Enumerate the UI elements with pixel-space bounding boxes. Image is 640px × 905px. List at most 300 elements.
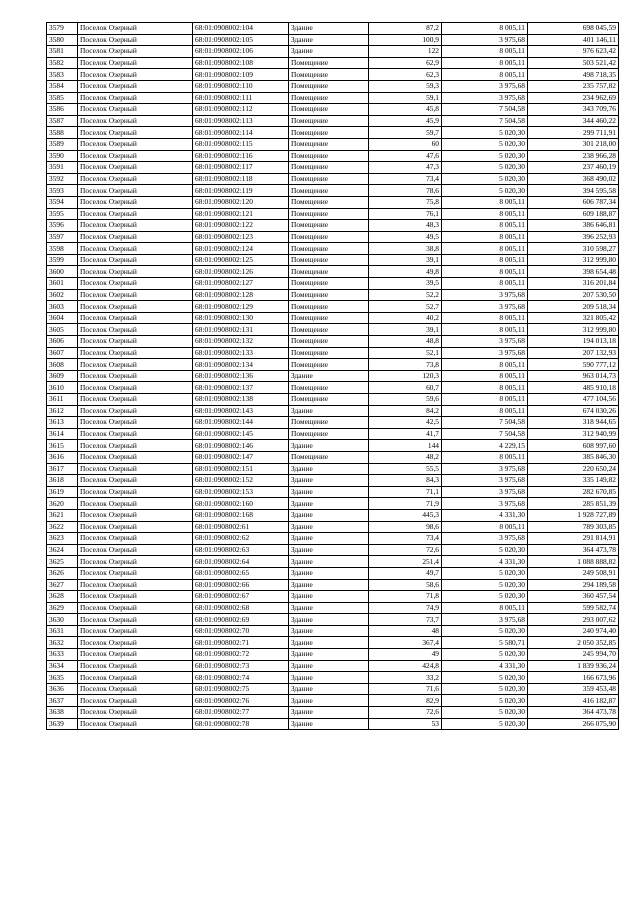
locality-cell: Поселок Озерный: [78, 556, 193, 568]
table-row: [47, 231, 619, 243]
cadastral-number-cell: 68:01:0908002:120: [193, 196, 289, 208]
specific-value-cell: 8 005,11: [442, 370, 528, 382]
table-row: [47, 34, 619, 46]
row-number: 3604: [47, 312, 78, 324]
object-type-cell: Здание: [289, 475, 369, 487]
row-number: 3609: [47, 370, 78, 382]
row-number: 3586: [47, 104, 78, 116]
cadastral-value-cell: 294 189,58: [528, 579, 619, 591]
specific-value-cell: 5 020,30: [442, 695, 528, 707]
cadastral-value-cell: 316 201,84: [528, 278, 619, 290]
locality-cell: Поселок Озерный: [78, 231, 193, 243]
object-type-cell: Помещение: [289, 92, 369, 104]
specific-value-cell: 8 005,11: [442, 23, 528, 35]
table-row: [47, 46, 619, 58]
object-type-cell: Помещение: [289, 173, 369, 185]
cadastral-number-cell: 68:01:0908002:115: [193, 138, 289, 150]
locality-cell: Поселок Озерный: [78, 104, 193, 116]
cadastral-value-cell: 503 521,42: [528, 57, 619, 69]
cadastral-value-cell: 291 814,91: [528, 533, 619, 545]
cadastral-number-cell: 68:01:0908002:138: [193, 394, 289, 406]
cadastral-number-cell: 68:01:0908002:78: [193, 718, 289, 730]
cadastral-number-cell: 68:01:0908002:119: [193, 185, 289, 197]
object-type-cell: Помещение: [289, 289, 369, 301]
object-type-cell: Помещение: [289, 220, 369, 232]
area-cell: 39,1: [369, 324, 442, 336]
table-row: [47, 220, 619, 232]
row-number: 3589: [47, 138, 78, 150]
row-number: 3633: [47, 649, 78, 661]
cadastral-value-cell: 386 646,81: [528, 220, 619, 232]
area-cell: 42,5: [369, 417, 442, 429]
table-row: [47, 544, 619, 556]
object-type-cell: Помещение: [289, 57, 369, 69]
row-number: 3639: [47, 718, 78, 730]
locality-cell: Поселок Озерный: [78, 46, 193, 58]
cadastral-value-cell: 359 453,48: [528, 683, 619, 695]
table-row: [47, 591, 619, 603]
object-type-cell: Здание: [289, 556, 369, 568]
area-cell: 53: [369, 718, 442, 730]
specific-value-cell: 8 005,11: [442, 394, 528, 406]
area-cell: 144: [369, 440, 442, 452]
table-row: [47, 707, 619, 719]
row-number: 3634: [47, 660, 78, 672]
cadastral-value-cell: 238 966,28: [528, 150, 619, 162]
specific-value-cell: 4 229,15: [442, 440, 528, 452]
cadastral-value-cell: 398 654,48: [528, 266, 619, 278]
cadastral-number-cell: 68:01:0908002:129: [193, 301, 289, 313]
row-number: 3635: [47, 672, 78, 684]
cadastral-number-cell: 68:01:0908002:144: [193, 417, 289, 429]
table-row: [47, 266, 619, 278]
locality-cell: Поселок Озерный: [78, 208, 193, 220]
object-type-cell: Здание: [289, 370, 369, 382]
row-number: 3618: [47, 475, 78, 487]
object-type-cell: Здание: [289, 486, 369, 498]
cadastral-value-cell: 698 045,59: [528, 23, 619, 35]
object-type-cell: Помещение: [289, 417, 369, 429]
cadastral-number-cell: 68:01:0908002:160: [193, 498, 289, 510]
area-cell: 39,5: [369, 278, 442, 290]
row-number: 3600: [47, 266, 78, 278]
table-row: [47, 370, 619, 382]
object-type-cell: Помещение: [289, 336, 369, 348]
row-number: 3610: [47, 382, 78, 394]
area-cell: 72,6: [369, 544, 442, 556]
table-row: [47, 57, 619, 69]
specific-value-cell: 3 975,68: [442, 533, 528, 545]
row-number: 3638: [47, 707, 78, 719]
area-cell: 47,6: [369, 150, 442, 162]
locality-cell: Поселок Озерный: [78, 394, 193, 406]
locality-cell: Поселок Озерный: [78, 185, 193, 197]
cadastral-number-cell: 68:01:0908002:134: [193, 359, 289, 371]
row-number: 3602: [47, 289, 78, 301]
cadastral-number-cell: 68:01:0908002:110: [193, 80, 289, 92]
row-number: 3585: [47, 92, 78, 104]
cadastral-number-cell: 68:01:0908002:116: [193, 150, 289, 162]
area-cell: 82,9: [369, 695, 442, 707]
cadastral-value-cell: 235 757,82: [528, 80, 619, 92]
cadastral-value-cell: 606 787,34: [528, 196, 619, 208]
cadastral-number-cell: 68:01:0908002:64: [193, 556, 289, 568]
cadastral-value-cell: 312 940,99: [528, 428, 619, 440]
specific-value-cell: 8 005,11: [442, 243, 528, 255]
cadastral-number-cell: 68:01:0908002:61: [193, 521, 289, 533]
row-number: 3597: [47, 231, 78, 243]
area-cell: 38,8: [369, 243, 442, 255]
row-number: 3601: [47, 278, 78, 290]
cadastral-number-cell: 68:01:0908002:132: [193, 336, 289, 348]
specific-value-cell: 3 975,68: [442, 463, 528, 475]
specific-value-cell: 8 005,11: [442, 266, 528, 278]
area-cell: 75,8: [369, 196, 442, 208]
locality-cell: Поселок Озерный: [78, 254, 193, 266]
specific-value-cell: 8 005,11: [442, 278, 528, 290]
row-number: 3608: [47, 359, 78, 371]
table-row: [47, 324, 619, 336]
specific-value-cell: 5 020,30: [442, 672, 528, 684]
object-type-cell: Здание: [289, 637, 369, 649]
table-row: [47, 475, 619, 487]
table-row: [47, 521, 619, 533]
specific-value-cell: 4 331,30: [442, 660, 528, 672]
locality-cell: Поселок Озерный: [78, 162, 193, 174]
object-type-cell: Помещение: [289, 138, 369, 150]
table-row: [47, 405, 619, 417]
table-row: [47, 359, 619, 371]
cadastral-value-cell: 312 999,80: [528, 324, 619, 336]
cadastral-number-cell: 68:01:0908002:152: [193, 475, 289, 487]
cadastral-value-cell: 293 007,62: [528, 614, 619, 626]
locality-cell: Поселок Озерный: [78, 266, 193, 278]
cadastral-number-cell: 68:01:0908002:124: [193, 243, 289, 255]
specific-value-cell: 8 005,11: [442, 231, 528, 243]
cadastral-value-cell: 310 598,27: [528, 243, 619, 255]
cadastral-value-cell: 240 974,40: [528, 625, 619, 637]
table-row: [47, 104, 619, 116]
object-type-cell: Помещение: [289, 394, 369, 406]
object-type-cell: Здание: [289, 695, 369, 707]
cadastral-number-cell: 68:01:0908002:147: [193, 451, 289, 463]
area-cell: 445,3: [369, 509, 442, 521]
cadastral-number-cell: 68:01:0908002:77: [193, 707, 289, 719]
area-cell: 48,2: [369, 451, 442, 463]
area-cell: 41,7: [369, 428, 442, 440]
object-type-cell: Здание: [289, 34, 369, 46]
locality-cell: Поселок Озерный: [78, 92, 193, 104]
object-type-cell: Помещение: [289, 208, 369, 220]
cadastral-value-cell: 976 623,42: [528, 46, 619, 58]
specific-value-cell: 5 020,30: [442, 567, 528, 579]
object-type-cell: Помещение: [289, 231, 369, 243]
cadastral-number-cell: 68:01:0908002:65: [193, 567, 289, 579]
row-number: 3629: [47, 602, 78, 614]
row-number: 3583: [47, 69, 78, 81]
row-number: 3632: [47, 637, 78, 649]
table-row: [47, 533, 619, 545]
locality-cell: Поселок Озерный: [78, 405, 193, 417]
area-cell: 424,8: [369, 660, 442, 672]
row-number: 3593: [47, 185, 78, 197]
cadastral-number-cell: 68:01:0908002:67: [193, 591, 289, 603]
row-number: 3615: [47, 440, 78, 452]
locality-cell: Поселок Озерный: [78, 625, 193, 637]
locality-cell: Поселок Озерный: [78, 695, 193, 707]
row-number: 3605: [47, 324, 78, 336]
cadastral-value-cell: 166 673,96: [528, 672, 619, 684]
area-cell: 48,3: [369, 220, 442, 232]
specific-value-cell: 8 005,11: [442, 46, 528, 58]
specific-value-cell: 7 504,58: [442, 428, 528, 440]
specific-value-cell: 8 005,11: [442, 312, 528, 324]
area-cell: 98,6: [369, 521, 442, 533]
locality-cell: Поселок Озерный: [78, 718, 193, 730]
specific-value-cell: 3 975,68: [442, 486, 528, 498]
document-page: [46, 22, 619, 730]
object-type-cell: Помещение: [289, 382, 369, 394]
table-row: [47, 486, 619, 498]
locality-cell: Поселок Озерный: [78, 509, 193, 521]
locality-cell: Поселок Озерный: [78, 440, 193, 452]
area-cell: 52,1: [369, 347, 442, 359]
locality-cell: Поселок Озерный: [78, 69, 193, 81]
cadastral-number-cell: 68:01:0908002:113: [193, 115, 289, 127]
area-cell: 100,9: [369, 34, 442, 46]
table-row: [47, 579, 619, 591]
cadastral-number-cell: 68:01:0908002:136: [193, 370, 289, 382]
table-row: [47, 451, 619, 463]
specific-value-cell: 3 975,68: [442, 475, 528, 487]
locality-cell: Поселок Озерный: [78, 498, 193, 510]
area-cell: 60,7: [369, 382, 442, 394]
cadastral-number-cell: 68:01:0908002:62: [193, 533, 289, 545]
area-cell: 33,2: [369, 672, 442, 684]
area-cell: 87,2: [369, 23, 442, 35]
locality-cell: Поселок Озерный: [78, 463, 193, 475]
object-type-cell: Помещение: [289, 347, 369, 359]
locality-cell: Поселок Озерный: [78, 312, 193, 324]
locality-cell: Поселок Озерный: [78, 57, 193, 69]
table-row: [47, 683, 619, 695]
cadastral-value-cell: 318 944,65: [528, 417, 619, 429]
object-type-cell: Здание: [289, 544, 369, 556]
specific-value-cell: 5 020,30: [442, 591, 528, 603]
table-row: [47, 602, 619, 614]
cadastral-value-cell: 344 460,22: [528, 115, 619, 127]
locality-cell: Поселок Озерный: [78, 544, 193, 556]
table-row: [47, 278, 619, 290]
table-body: [47, 23, 619, 730]
specific-value-cell: 3 975,68: [442, 34, 528, 46]
table-row: [47, 695, 619, 707]
cadastral-number-cell: 68:01:0908002:70: [193, 625, 289, 637]
cadastral-number-cell: 68:01:0908002:73: [193, 660, 289, 672]
table-row: [47, 162, 619, 174]
area-cell: 48,8: [369, 336, 442, 348]
cadastral-number-cell: 68:01:0908002:68: [193, 602, 289, 614]
specific-value-cell: 3 975,68: [442, 347, 528, 359]
cadastral-number-cell: 68:01:0908002:137: [193, 382, 289, 394]
table-row: [47, 463, 619, 475]
cadastral-value-cell: 1 839 936,24: [528, 660, 619, 672]
row-number: 3625: [47, 556, 78, 568]
specific-value-cell: 3 975,68: [442, 614, 528, 626]
specific-value-cell: 5 020,30: [442, 625, 528, 637]
row-number: 3607: [47, 347, 78, 359]
row-number: 3606: [47, 336, 78, 348]
cadastral-value-cell: 194 013,18: [528, 336, 619, 348]
locality-cell: Поселок Озерный: [78, 138, 193, 150]
locality-cell: Поселок Озерный: [78, 637, 193, 649]
locality-cell: Поселок Озерный: [78, 289, 193, 301]
locality-cell: Поселок Озерный: [78, 370, 193, 382]
cadastral-number-cell: 68:01:0908002:72: [193, 649, 289, 661]
specific-value-cell: 5 020,30: [442, 162, 528, 174]
cadastral-value-cell: 245 994,70: [528, 649, 619, 661]
row-number: 3614: [47, 428, 78, 440]
locality-cell: Поселок Озерный: [78, 533, 193, 545]
table-row: [47, 336, 619, 348]
row-number: 3619: [47, 486, 78, 498]
locality-cell: Поселок Озерный: [78, 173, 193, 185]
cadastral-value-cell: 364 473,78: [528, 707, 619, 719]
locality-cell: Поселок Озерный: [78, 521, 193, 533]
locality-cell: Поселок Озерный: [78, 579, 193, 591]
table-row: [47, 196, 619, 208]
area-cell: 251,4: [369, 556, 442, 568]
table-row: [47, 289, 619, 301]
locality-cell: Поселок Озерный: [78, 660, 193, 672]
cadastral-number-cell: 68:01:0908002:127: [193, 278, 289, 290]
object-type-cell: Помещение: [289, 428, 369, 440]
table-row: [47, 312, 619, 324]
specific-value-cell: 5 020,30: [442, 707, 528, 719]
row-number: 3588: [47, 127, 78, 139]
cadastral-number-cell: 68:01:0908002:125: [193, 254, 289, 266]
specific-value-cell: 8 005,11: [442, 69, 528, 81]
cadastral-value-cell: 477 104,56: [528, 394, 619, 406]
row-number: 3592: [47, 173, 78, 185]
area-cell: 47,3: [369, 162, 442, 174]
specific-value-cell: 8 005,11: [442, 405, 528, 417]
locality-cell: Поселок Озерный: [78, 707, 193, 719]
cadastral-value-cell: 609 188,87: [528, 208, 619, 220]
area-cell: 49,5: [369, 231, 442, 243]
object-type-cell: Здание: [289, 602, 369, 614]
object-type-cell: Здание: [289, 614, 369, 626]
locality-cell: Поселок Озерный: [78, 150, 193, 162]
row-number: 3630: [47, 614, 78, 626]
row-number: 3582: [47, 57, 78, 69]
cadastral-number-cell: 68:01:0908002:111: [193, 92, 289, 104]
row-number: 3598: [47, 243, 78, 255]
object-type-cell: Здание: [289, 707, 369, 719]
area-cell: 59,7: [369, 127, 442, 139]
cadastral-value-cell: 343 709,76: [528, 104, 619, 116]
area-cell: 59,1: [369, 92, 442, 104]
area-cell: 84,2: [369, 405, 442, 417]
specific-value-cell: 3 975,68: [442, 289, 528, 301]
locality-cell: Поселок Озерный: [78, 127, 193, 139]
object-type-cell: Здание: [289, 591, 369, 603]
cadastral-value-cell: 674 030,26: [528, 405, 619, 417]
row-number: 3587: [47, 115, 78, 127]
area-cell: 78,6: [369, 185, 442, 197]
cadastral-value-cell: 1 088 888,82: [528, 556, 619, 568]
object-type-cell: Здание: [289, 579, 369, 591]
object-type-cell: Здание: [289, 660, 369, 672]
specific-value-cell: 3 975,68: [442, 80, 528, 92]
cadastral-number-cell: 68:01:0908002:131: [193, 324, 289, 336]
cadastral-number-cell: 68:01:0908002:69: [193, 614, 289, 626]
table-row: [47, 625, 619, 637]
area-cell: 58,6: [369, 579, 442, 591]
row-number: 3603: [47, 301, 78, 313]
object-type-cell: Помещение: [289, 127, 369, 139]
cadastral-value-cell: 220 650,24: [528, 463, 619, 475]
object-type-cell: Здание: [289, 46, 369, 58]
table-row: [47, 428, 619, 440]
object-type-cell: Здание: [289, 509, 369, 521]
cadastral-number-cell: 68:01:0908002:114: [193, 127, 289, 139]
object-type-cell: Помещение: [289, 243, 369, 255]
specific-value-cell: 4 331,30: [442, 556, 528, 568]
specific-value-cell: 8 005,11: [442, 254, 528, 266]
cadastral-value-cell: 599 582,74: [528, 602, 619, 614]
specific-value-cell: 8 005,11: [442, 324, 528, 336]
cadastral-value-cell: 608 997,60: [528, 440, 619, 452]
cadastral-number-cell: 68:01:0908002:108: [193, 57, 289, 69]
table-row: [47, 23, 619, 35]
object-type-cell: Здание: [289, 567, 369, 579]
table-row: [47, 69, 619, 81]
locality-cell: Поселок Озерный: [78, 80, 193, 92]
specific-value-cell: 8 005,11: [442, 57, 528, 69]
area-cell: 84,3: [369, 475, 442, 487]
table-row: [47, 208, 619, 220]
area-cell: 40,2: [369, 312, 442, 324]
table-row: [47, 394, 619, 406]
cadastral-number-cell: 68:01:0908002:106: [193, 46, 289, 58]
cadastral-value-cell: 266 075,90: [528, 718, 619, 730]
table-row: [47, 718, 619, 730]
locality-cell: Поселок Озерный: [78, 382, 193, 394]
cadastral-number-cell: 68:01:0908002:130: [193, 312, 289, 324]
locality-cell: Поселок Озерный: [78, 243, 193, 255]
object-type-cell: Здание: [289, 649, 369, 661]
area-cell: 120,3: [369, 370, 442, 382]
table-row: [47, 138, 619, 150]
area-cell: 74,9: [369, 602, 442, 614]
row-number: 3591: [47, 162, 78, 174]
row-number: 3631: [47, 625, 78, 637]
object-type-cell: Помещение: [289, 266, 369, 278]
row-number: 3627: [47, 579, 78, 591]
cadastral-number-cell: 68:01:0908002:117: [193, 162, 289, 174]
specific-value-cell: 7 504,58: [442, 104, 528, 116]
cadastral-value-cell: 299 711,91: [528, 127, 619, 139]
locality-cell: Поселок Озерный: [78, 428, 193, 440]
area-cell: 62,9: [369, 57, 442, 69]
row-number: 3595: [47, 208, 78, 220]
row-number: 3612: [47, 405, 78, 417]
cadastral-number-cell: 68:01:0908002:66: [193, 579, 289, 591]
locality-cell: Поселок Озерный: [78, 475, 193, 487]
specific-value-cell: 8 005,11: [442, 382, 528, 394]
object-type-cell: Помещение: [289, 185, 369, 197]
